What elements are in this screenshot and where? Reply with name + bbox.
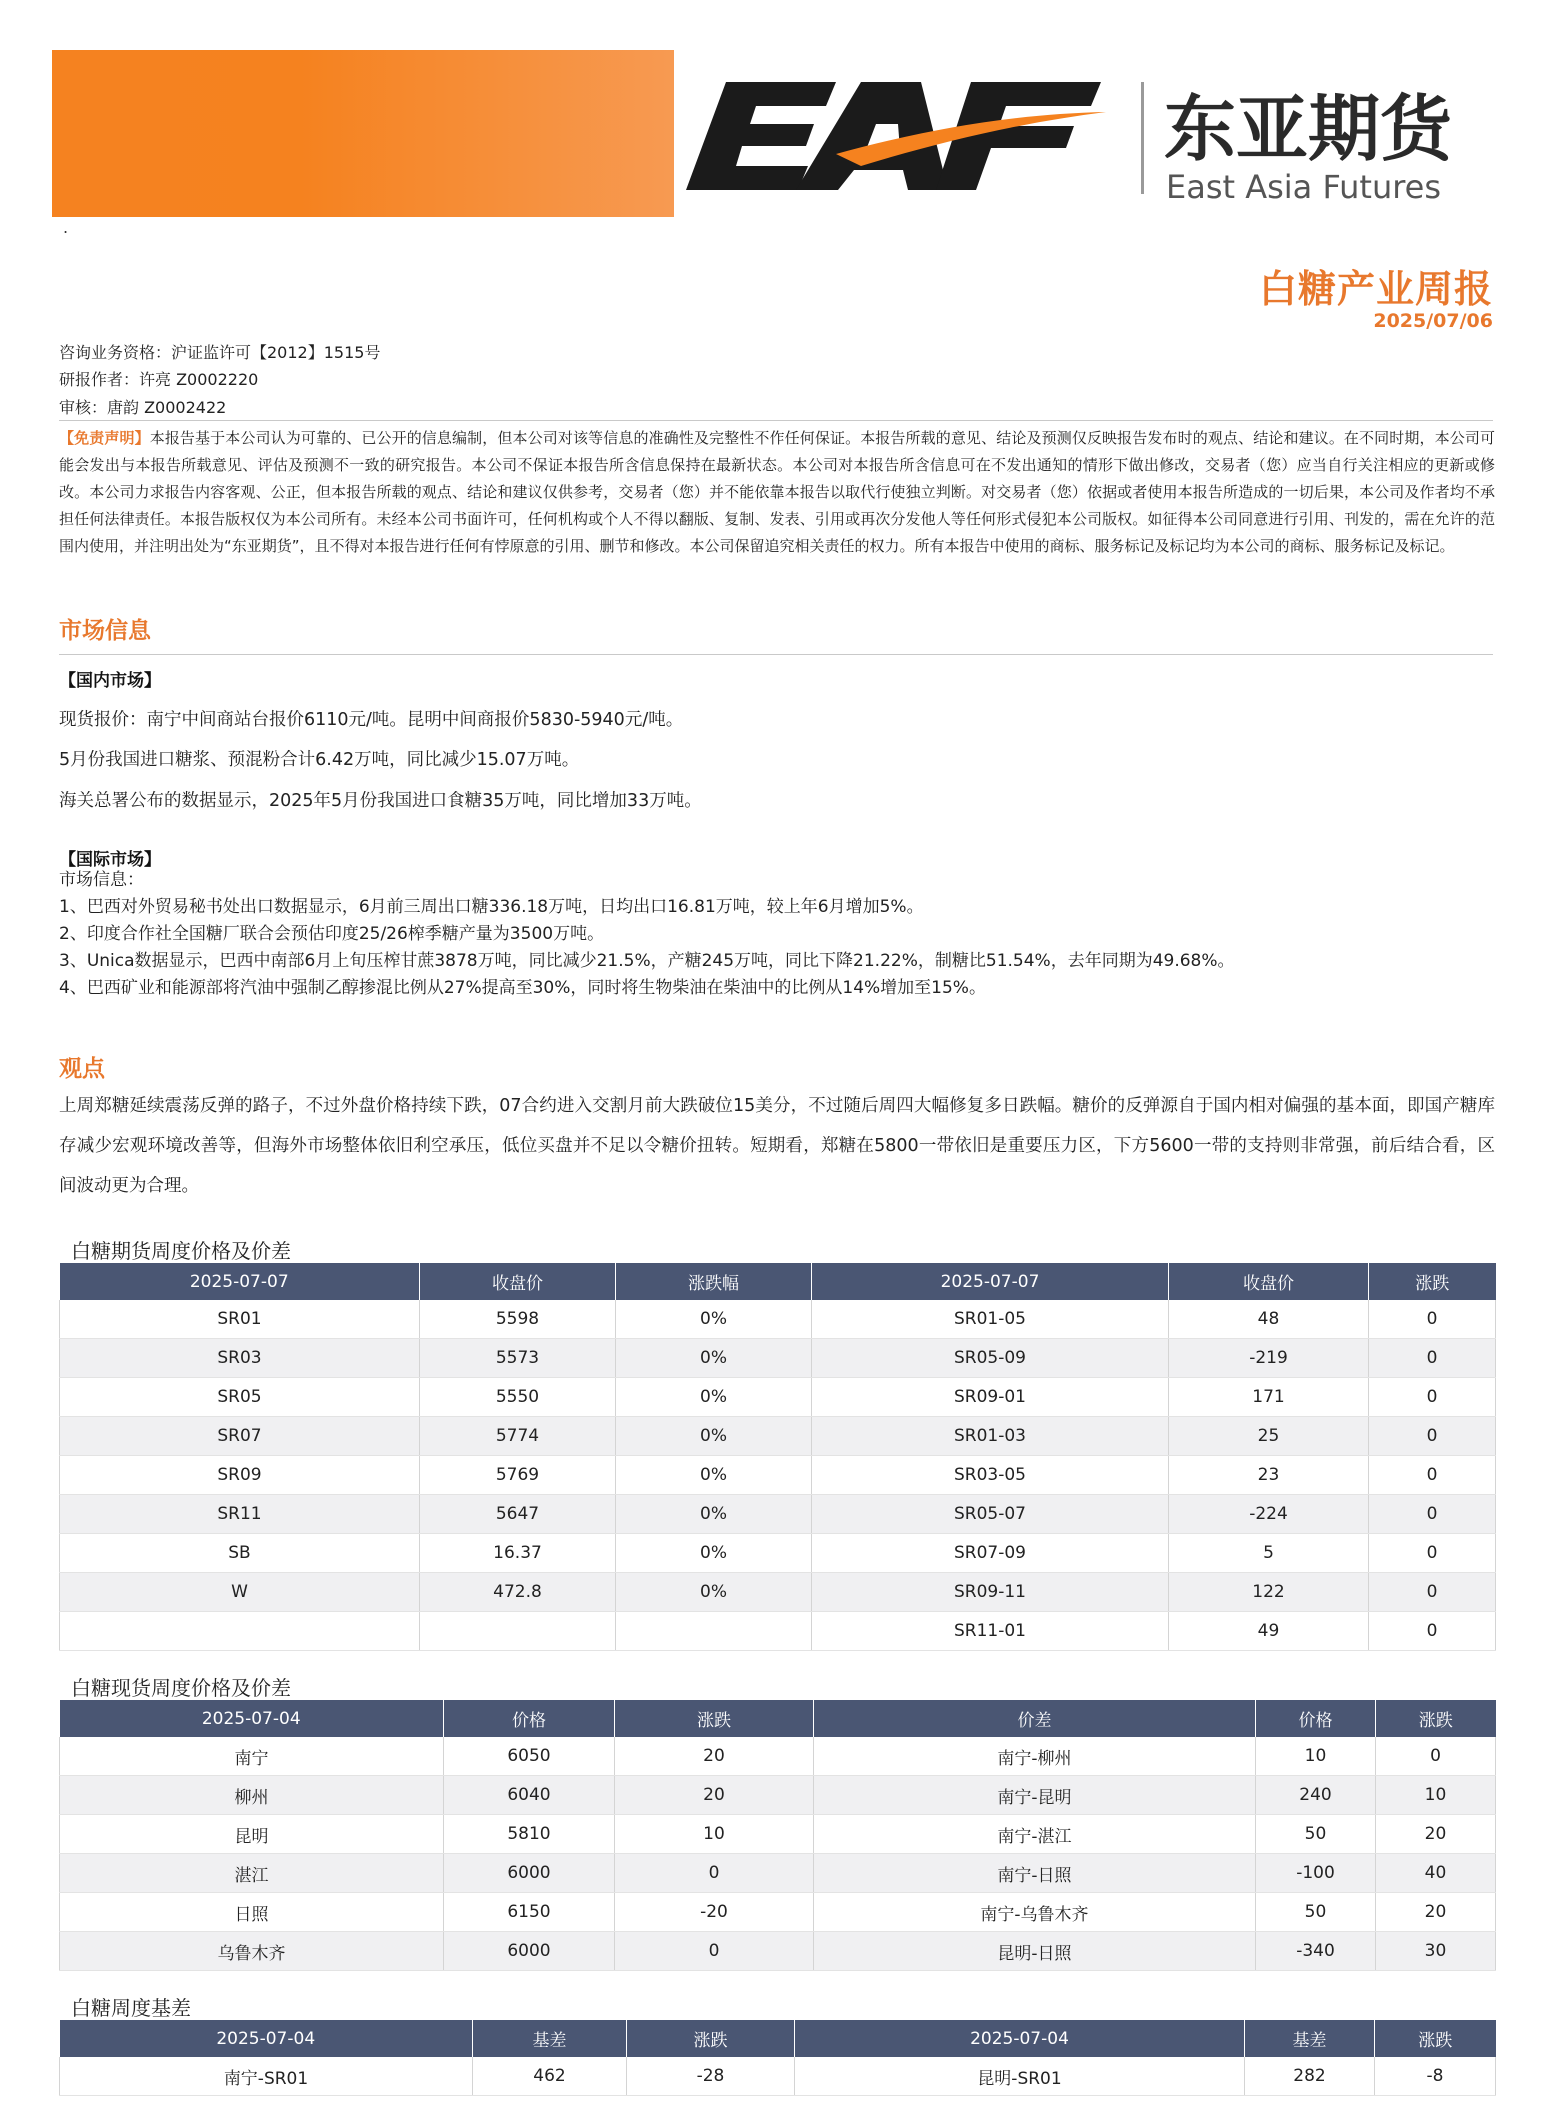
table-header-cell: 2025-07-04 xyxy=(60,1700,444,1737)
disclaimer-text: 本报告基于本公司认为可靠的、已公开的信息编制，但本公司对该等信息的准确性及完整性不作任何保证。本报告所载的意见、结论及预测仅反映报告发布时的观点、结论和建议。在不同时期，本公司可能会发出与本报告所载意见、评估及预测不一致的研究报告。本公司不保证本报告所含信息保持在最新状态。本公司对本报告所含信息可在不发出通知的情形下做出修改，交易者（您）应当自行关注相应的更新或修改。本公司力求报告内容客观、公正，但本报告所载的观点、结论和建议仅供参考，交易者（您）并不能依靠本报告以取代行使独立判断。对交易者（您）依据或者使用本报告所造成的一切后果，本公司及作者均不承担任何法律责任。本报告版权仅为本公司所有。未经本公司书面许可，任何机构或个人不得以翻版、复制、发表、引用或再次分发他人等任何形式侵犯本公司版权。如征得本公司同意进行引用、刊发的，需在允许的范围内使用，并注明出处为“东亚期货”，且不得对本报告进行任何有悖原意的引用、删节和修改。本公司保留追究相关责任的权力。所有本报告中使用的商标、服务标记及标记均为本公司的商标、服务标记及标记。 xyxy=(59,429,1495,555)
table-row xyxy=(60,1456,1496,1495)
table-cell: -8 xyxy=(1375,2057,1496,2096)
table-cell: 0 xyxy=(1369,1495,1496,1534)
table-header-cell: 收盘价 xyxy=(420,1263,616,1300)
table-cell: 10 xyxy=(615,1815,814,1854)
table-cell: SR09-01 xyxy=(812,1378,1169,1417)
table-cell: 20 xyxy=(615,1776,814,1815)
table-cell: 462 xyxy=(473,2057,627,2096)
table-header-cell: 价格 xyxy=(444,1700,615,1737)
company-logo xyxy=(686,62,1516,212)
table-row xyxy=(60,1737,1496,1776)
table-cell: 昆明-SR01 xyxy=(795,2057,1245,2096)
table-cell: 0 xyxy=(615,1932,814,1971)
table-cell xyxy=(60,1612,420,1651)
table-row xyxy=(60,1417,1496,1456)
table-cell: SR07 xyxy=(60,1417,420,1456)
table-row xyxy=(60,1893,1496,1932)
table-cell: 40 xyxy=(1376,1854,1496,1893)
table-cell: 0% xyxy=(616,1378,812,1417)
table-cell: SB xyxy=(60,1534,420,1573)
table-header-row xyxy=(60,2020,1496,2057)
table-row xyxy=(60,1776,1496,1815)
table-cell: 昆明-日照 xyxy=(814,1932,1256,1971)
table-cell: SR01-03 xyxy=(812,1417,1169,1456)
table-cell: 6000 xyxy=(444,1932,615,1971)
table-cell: 5810 xyxy=(444,1815,615,1854)
table-cell: 0 xyxy=(1369,1612,1496,1651)
table-cell: 南宁-湛江 xyxy=(814,1815,1256,1854)
basis-table xyxy=(59,2020,1496,2096)
table-cell: 5 xyxy=(1169,1534,1369,1573)
market-section-rule xyxy=(59,654,1493,655)
table-cell: 0 xyxy=(1369,1456,1496,1495)
table-header-cell: 涨跌 xyxy=(615,1700,814,1737)
table-cell: SR11 xyxy=(60,1495,420,1534)
header-dot: . xyxy=(63,218,69,237)
view-text: 上周郑糖延续震荡反弹的路子，不过外盘价格持续下跌，07合约进入交割月前大跌破位15美分，不过随后周四大幅修复多日跌幅。糖价的反弹源自于国内相对偏强的基本面，即国产糖库存减少宏观环境改善等，但海外市场整体依旧利空承压，低位买盘并不足以令糖价扭转。短期看，郑糖在5800一带依旧是重要压力区，下方5600一带的支持则非常强，前后结合看，区间波动更为合理。 xyxy=(59,1096,1495,1196)
domestic-heading: 【国内市场】 xyxy=(59,671,161,691)
table-cell: 122 xyxy=(1169,1573,1369,1612)
table-cell: SR05-07 xyxy=(812,1495,1169,1534)
table-cell: 5647 xyxy=(420,1495,616,1534)
table-row xyxy=(60,1339,1496,1378)
table-cell: 6050 xyxy=(444,1737,615,1776)
table-cell: 20 xyxy=(1376,1815,1496,1854)
table-cell: 20 xyxy=(1376,1893,1496,1932)
intl-item: 1、巴西对外贸易秘书处出口数据显示，6月前三周出口糖336.18万吨，日均出口16.81万吨，较上年6月增加5%。 xyxy=(59,897,924,917)
table-cell: SR03-05 xyxy=(812,1456,1169,1495)
market-section-title: 市场信息 xyxy=(59,618,151,644)
table-cell: -20 xyxy=(615,1893,814,1932)
disclaimer xyxy=(59,425,1495,560)
table-row xyxy=(60,1534,1496,1573)
table-header-cell: 2025-07-04 xyxy=(795,2020,1245,2057)
table-cell xyxy=(616,1612,812,1651)
table-cell: SR11-01 xyxy=(812,1612,1169,1651)
author-info: 研报作者：许亮 Z0002220 xyxy=(59,370,259,389)
table-header-cell: 基差 xyxy=(1245,2020,1375,2057)
table-cell xyxy=(420,1612,616,1651)
table-cell: 472.8 xyxy=(420,1573,616,1612)
table-header-row xyxy=(60,1263,1496,1300)
table-cell: -340 xyxy=(1256,1932,1376,1971)
table-cell: 50 xyxy=(1256,1815,1376,1854)
table-header-cell: 价格 xyxy=(1256,1700,1376,1737)
table-cell: 10 xyxy=(1376,1776,1496,1815)
table-cell: 0% xyxy=(616,1456,812,1495)
header-orange-banner xyxy=(52,50,674,217)
table-header-cell: 2025-07-04 xyxy=(60,2020,473,2057)
table-cell: 0 xyxy=(1369,1339,1496,1378)
table-row xyxy=(60,2057,1496,2096)
table-row xyxy=(60,1300,1496,1339)
table-cell: 0% xyxy=(616,1417,812,1456)
company-name-en: East Asia Futures xyxy=(1166,168,1442,206)
table-cell: 240 xyxy=(1256,1776,1376,1815)
table-cell: 乌鲁木齐 xyxy=(60,1932,444,1971)
table-cell: 0% xyxy=(616,1339,812,1378)
table-row xyxy=(60,1378,1496,1417)
table-cell: 日照 xyxy=(60,1893,444,1932)
intl-heading: 【国际市场】 xyxy=(59,850,161,870)
table-cell: 6150 xyxy=(444,1893,615,1932)
table-cell: 5769 xyxy=(420,1456,616,1495)
domestic-line: 现货报价：南宁中间商站台报价6110元/吨。昆明中间商报价5830-5940元/吨。 xyxy=(59,710,684,730)
table-cell: 20 xyxy=(615,1737,814,1776)
table-cell: 50 xyxy=(1256,1893,1376,1932)
table-header-cell: 涨跌 xyxy=(627,2020,795,2057)
table-cell: 湛江 xyxy=(60,1854,444,1893)
domestic-line: 5月份我国进口糖浆、预混粉合计6.42万吨，同比减少15.07万吨。 xyxy=(59,750,580,770)
report-date: 2025/07/06 xyxy=(1373,310,1493,332)
futures-table-caption: 白糖期货周度价格及价差 xyxy=(71,1239,291,1263)
table-cell: 5573 xyxy=(420,1339,616,1378)
table-cell: SR01 xyxy=(60,1300,420,1339)
table-cell: SR01-05 xyxy=(812,1300,1169,1339)
table-cell: SR07-09 xyxy=(812,1534,1169,1573)
table-header-cell: 2025-07-07 xyxy=(812,1263,1169,1300)
table-cell: 0% xyxy=(616,1534,812,1573)
futures-table xyxy=(59,1263,1496,1651)
table-row xyxy=(60,1612,1496,1651)
table-cell: 南宁-柳州 xyxy=(814,1737,1256,1776)
intl-item: 4、巴西矿业和能源部将汽油中强制乙醇掺混比例从27%提高至30%，同时将生物柴油在柴油中的比例从14%增加至15%。 xyxy=(59,978,986,998)
table-cell: 30 xyxy=(1376,1932,1496,1971)
table-header-cell: 涨跌 xyxy=(1375,2020,1496,2057)
intl-list xyxy=(59,867,1235,1002)
table-cell: 0% xyxy=(616,1495,812,1534)
table-row xyxy=(60,1854,1496,1893)
intl-item: 2、印度合作社全国糖厂联合会预估印度25/26榨季糖产量为3500万吨。 xyxy=(59,924,605,944)
table-cell: 10 xyxy=(1256,1737,1376,1776)
table-cell: 0 xyxy=(1369,1534,1496,1573)
disclaimer-tag: 【免责声明】 xyxy=(59,429,150,447)
table-cell: 南宁-SR01 xyxy=(60,2057,473,2096)
table-cell: 南宁-日照 xyxy=(814,1854,1256,1893)
table-cell: 48 xyxy=(1169,1300,1369,1339)
reviewer-info: 审核：唐韵 Z0002422 xyxy=(59,398,227,417)
table-header-cell: 涨跌 xyxy=(1376,1700,1496,1737)
table-row xyxy=(60,1932,1496,1971)
intl-item: 3、Unica数据显示，巴西中南部6月上旬压榨甘蔗3878万吨，同比减少21.5%，产糖245万吨，同比下降21.22%，制糖比51.54%，去年同期为49.68%。 xyxy=(59,951,1235,971)
table-cell: SR09 xyxy=(60,1456,420,1495)
table-cell: 0 xyxy=(1369,1573,1496,1612)
table-cell: 16.37 xyxy=(420,1534,616,1573)
table-row xyxy=(60,1495,1496,1534)
domestic-line: 海关总署公布的数据显示，2025年5月份我国进口食糖35万吨，同比增加33万吨。 xyxy=(59,791,702,811)
table-row xyxy=(60,1815,1496,1854)
license-info: 咨询业务资格：沪证监许可【2012】1515号 xyxy=(59,343,381,362)
spot-table xyxy=(59,1700,1496,1971)
table-cell: 282 xyxy=(1245,2057,1375,2096)
table-cell: 23 xyxy=(1169,1456,1369,1495)
table-cell: 南宁-乌鲁木齐 xyxy=(814,1893,1256,1932)
table-header-cell: 涨跌 xyxy=(1369,1263,1496,1300)
table-cell: 0% xyxy=(616,1300,812,1339)
table-cell: -28 xyxy=(627,2057,795,2096)
table-cell: 0 xyxy=(1369,1378,1496,1417)
table-cell: 0 xyxy=(615,1854,814,1893)
table-header-cell: 涨跌幅 xyxy=(616,1263,812,1300)
report-title: 白糖产业周报 xyxy=(1258,267,1493,311)
table-cell: -100 xyxy=(1256,1854,1376,1893)
table-cell: -224 xyxy=(1169,1495,1369,1534)
table-row xyxy=(60,1573,1496,1612)
table-cell: SR05-09 xyxy=(812,1339,1169,1378)
intl-intro: 市场信息： xyxy=(59,870,144,890)
table-cell: 0% xyxy=(616,1573,812,1612)
table-cell: SR09-11 xyxy=(812,1573,1169,1612)
table-header-cell: 收盘价 xyxy=(1169,1263,1369,1300)
table-cell: 5550 xyxy=(420,1378,616,1417)
table-cell: SR05 xyxy=(60,1378,420,1417)
table-cell: 6040 xyxy=(444,1776,615,1815)
table-cell: 0 xyxy=(1369,1300,1496,1339)
table-header-row xyxy=(60,1700,1496,1737)
table-cell: 5598 xyxy=(420,1300,616,1339)
table-cell: 南宁-昆明 xyxy=(814,1776,1256,1815)
table-cell: 6000 xyxy=(444,1854,615,1893)
table-cell: 0 xyxy=(1369,1417,1496,1456)
table-header-cell: 基差 xyxy=(473,2020,627,2057)
table-cell: SR03 xyxy=(60,1339,420,1378)
table-header-cell: 价差 xyxy=(814,1700,1256,1737)
table-cell: 171 xyxy=(1169,1378,1369,1417)
table-cell: 柳州 xyxy=(60,1776,444,1815)
table-cell: 0 xyxy=(1376,1737,1496,1776)
table-cell: -219 xyxy=(1169,1339,1369,1378)
table-cell: 25 xyxy=(1169,1417,1369,1456)
basis-table-caption: 白糖周度基差 xyxy=(71,1996,191,2020)
table-cell: 南宁 xyxy=(60,1737,444,1776)
view-section-title: 观点 xyxy=(59,1056,105,1082)
table-header-cell: 2025-07-07 xyxy=(60,1263,420,1300)
disclaimer-divider xyxy=(59,420,1493,421)
table-cell: W xyxy=(60,1573,420,1612)
spot-table-caption: 白糖现货周度价格及价差 xyxy=(71,1676,291,1700)
company-name-cn: 东亚期货 xyxy=(1164,87,1453,171)
table-cell: 49 xyxy=(1169,1612,1369,1651)
table-cell: 昆明 xyxy=(60,1815,444,1854)
table-cell: 5774 xyxy=(420,1417,616,1456)
